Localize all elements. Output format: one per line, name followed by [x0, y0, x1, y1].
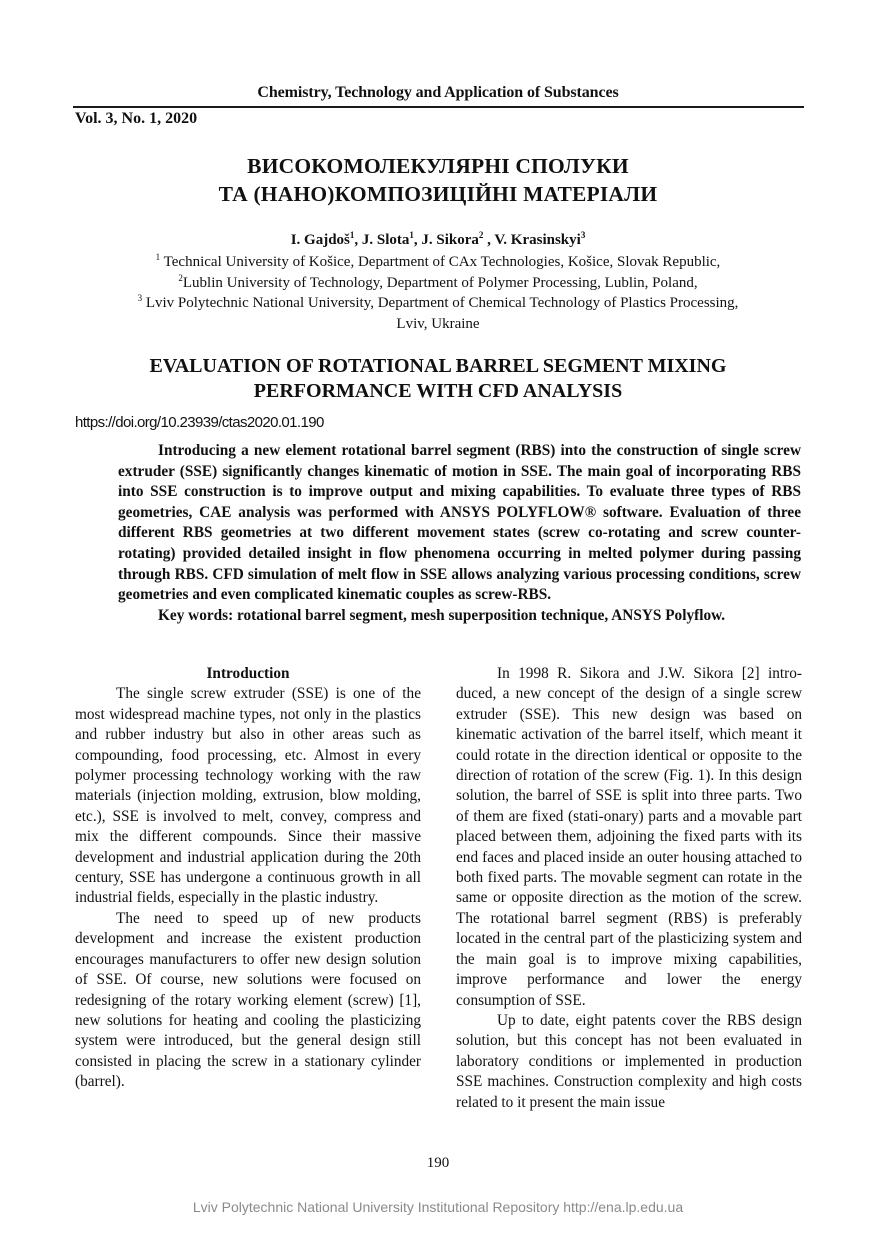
author: J. Sikora [421, 232, 479, 248]
page-number: 190 [426, 1155, 450, 1171]
paragraph: Up to date, eight patents cover the RBS design solution, but this concept has not been evaluated in laboratory conditions or implemented in production SSE machines. Construction complexity and high costs related to it present the main issue [456, 1011, 802, 1111]
right-column [456, 664, 802, 1113]
author-list [73, 232, 803, 249]
section-heading-introduction: Introduction [206, 665, 290, 682]
author-separator: , [413, 232, 422, 248]
section-title [73, 152, 803, 208]
keywords: Key words: rotational barrel segment, mesh superposition technique, ANSYS Polyflow. [158, 606, 726, 624]
author-separator: , [354, 232, 362, 248]
doi-link[interactable]: https://doi.org/10.23939/ctas2020.01.190 [75, 414, 324, 431]
paragraph: The need to speed up of new products development and increase the existent production encourages manufacturers to offer new design solution of SSE. Of course, new solutions were focused on redesigning of the rotary working element (screw) [1], new solutions for heating and cooling the plasticizing system were introduced, but the general design still consisted in placing the screw in a stationary cylinder (barrel). [75, 909, 421, 1091]
abstract [118, 441, 801, 626]
volume-info: Vol. 3, No. 1, 2020 [75, 110, 198, 127]
affiliation-text: Technical University of Košice, Department of CAx Technologies, Košice, Slovak Republic, [163, 254, 721, 270]
affiliation-marker: 3 [137, 293, 143, 303]
affiliation [73, 273, 803, 294]
journal-name: Chemistry, Technology and Application of Substances [257, 84, 619, 101]
paper-title [73, 354, 803, 404]
author: V. Krasinskyi [494, 232, 581, 248]
abstract-text: Introducing a new element rotational barrel segment (RBS) into the construction of single screw extruder (SSE) significantly changes kinematic of motion in SSE. The main goal of incorporating RBS into SSE construction is to improve output and mixing capabilities. To evaluate three types of RBS geometries, CAE analysis was performed with ANSYS POLYFLOW® software. Evaluation of three different RBS geometries at two different movement states (screw co-rotating and screw counter-rotating) provided detailed insight in flow phenomena occurring in melted polymer during passing through RBS. CFD simulation of melt flow in SSE allows analyzing various processing conditions, screw geometries and even complicated kinematic couples as screw-RBS. [118, 442, 801, 604]
affiliation [73, 314, 803, 335]
section-title-line2: ТА (НАНО)КОМПОЗИЦІЙНІ МАТЕРІАЛИ [218, 182, 658, 206]
section-title-line1: ВИСОКОМОЛЕКУЛЯРНІ СПОЛУКИ [247, 154, 629, 178]
left-column [75, 664, 421, 1093]
paper-title-line1: EVALUATION OF ROTATIONAL BARREL SEGMENT MIXING [149, 355, 727, 377]
affiliation-list [73, 252, 803, 334]
author-separator: , [483, 232, 495, 248]
repository-footer: Lviv Polytechnic National University Institutional Repository http://ena.lp.edu.ua [192, 1199, 684, 1215]
paragraph: The single screw extruder (SSE) is one of the most widespread machine types, not only in the plastics and rubber industry but also in other areas such as compounding, food processing, etc. Almost in every polymer processing technology working with the raw materials (injection molding, extrusion, blow molding, etc.), SSE is involved to melt, convey, compress and mix the different compounds. Since their massive development and industrial application during the 20th century, SSE has undergone a continuous growth in all industrial fields, especially in the plastic industry. [75, 685, 421, 907]
author: J. Slota [361, 232, 410, 248]
author-affil-marker: 1 [349, 230, 355, 240]
affiliation [73, 252, 803, 273]
affiliation [73, 293, 803, 314]
author-affil-marker: 3 [580, 230, 586, 240]
affiliation-text: Lublin University of Technology, Department of Polymer Processing, Lublin, Poland, [182, 274, 698, 291]
affiliation-text: Lviv, Ukraine [396, 315, 480, 332]
header-rule [73, 106, 804, 108]
paragraph: In 1998 R. Sikora and J.W. Sikora [2] intro-duced, a new concept of the design of a single screw extruder (SSE). This new design was based on kinematic activation of the barrel itself, which meant it could rotate in the direction identical or opposite to the direction of rotation of the screw (Fig. 1). In this design solution, the barrel of SSE is split into three parts. Two of them are fixed (stati-onary) parts and a movable part placed between them, adjoining the fixed parts with its end faces and placed inside an outer housing attached to both fixed parts. The movable segment can rotate in the same or opposite direction as the motion of the screw. The rotational barrel segment (RBS) is preferably located in the central part of the plasticizing system and the main goal is to improve mixing capabilities, improve performance and lower the energy consumption of SSE. [456, 665, 802, 1009]
paper-title-line2: PERFORMANCE WITH CFD ANALYSIS [253, 380, 623, 402]
author-affil-marker: 2 [478, 230, 484, 240]
affiliation-text: Lviv Polytechnic National University, Department of Chemical Technology of Plastics Processing, [145, 295, 739, 311]
author: I. Gajdoš [290, 232, 350, 248]
author-affil-marker: 1 [409, 230, 414, 240]
affiliation-marker: 2 [178, 272, 183, 283]
affiliation-marker: 1 [155, 252, 161, 262]
